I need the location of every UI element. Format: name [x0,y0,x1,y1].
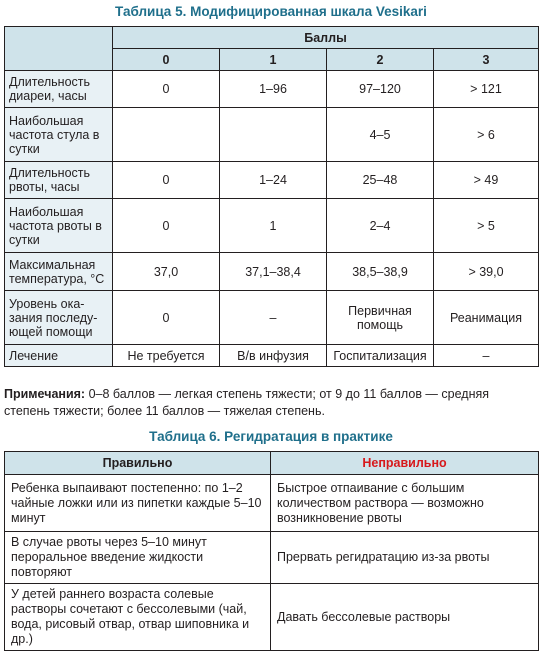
correct-cell: У детей раннего возраста солевые растворы сочетают с бессолевыми (чай, вода, рисовый отвар, отвар шиповника и др.) [5,584,271,651]
table-cell: 37,0 [113,253,220,291]
score-header: 0 [113,49,220,71]
table-cell: В/в инфузия [220,345,327,367]
table-cell: 4–5 [327,108,434,162]
notes-label: Примечания: [4,387,86,401]
table-cell: > 5 [434,199,539,253]
table-cell: Реанимация [434,291,539,345]
table-row [5,162,539,199]
table-cell: > 49 [434,162,539,199]
table-cell: Госпитализация [327,345,434,367]
table-cell: 25–48 [327,162,434,199]
table-cell: 1–24 [220,162,327,199]
table-cell [113,108,220,162]
table-cell: > 121 [434,71,539,108]
table-cell: 1–96 [220,71,327,108]
table5 [4,26,539,367]
table-cell: 37,1–38,4 [220,253,327,291]
table-cell: > 39,0 [434,253,539,291]
table-row [5,253,539,291]
table-row [5,345,539,367]
table-cell: 0 [113,291,220,345]
row-label: Длительность рвоты, часы [5,162,113,199]
correct-cell: В случае рвоты через 5–10 минут пероральное введение жидкости повторяют [5,532,271,584]
table5-notes [4,386,538,420]
score-header: 1 [220,49,327,71]
incorrect-cell: Прервать регидратацию из-за рвоты [271,532,539,584]
table-cell: 0 [113,199,220,253]
table-row [5,108,539,162]
correct-cell: Ребенка выпаивают постепенно: по 1–2 чайные ложки или из пипетки каждые 5–10 минут [5,475,271,532]
incorrect-cell: Давать бессолевые растворы [271,584,539,651]
score-header: 2 [327,49,434,71]
table-row [5,199,539,253]
table-cell: 1 [220,199,327,253]
table-cell: 2–4 [327,199,434,253]
table-row [5,475,539,532]
table5-group-header: Баллы [113,27,539,49]
row-label: Лечение [5,345,113,367]
table6 [4,451,539,651]
header-incorrect: Неправильно [271,452,539,475]
table-cell [220,108,327,162]
table-cell: Первичная помощь [327,291,434,345]
table-row [5,584,539,651]
row-label: Уровень ока-зания последу-ющей помощи [5,291,113,345]
table-cell: – [220,291,327,345]
row-label: Максимальная температура, °C [5,253,113,291]
row-label: Длительность диареи, часы [5,71,113,108]
table-row [5,291,539,345]
table-cell: 38,5–38,9 [327,253,434,291]
score-header: 3 [434,49,539,71]
table5-corner-cell [5,27,113,71]
notes-text: 0–8 баллов — легкая степень тяжести; от 9 до 11 баллов — средняя степень тяжести; более 11 баллов — тяжелая степень. [4,387,490,418]
table-row [5,71,539,108]
row-label: Наибольшая частота стула в сутки [5,108,113,162]
header-correct: Правильно [5,452,271,475]
table6-title: Таблица 6. Регидратация в практике [149,429,393,444]
table5-title: Таблица 5. Модифицированная шкала Vesikari [115,4,427,19]
table-cell: Не требуется [113,345,220,367]
table-cell: 97–120 [327,71,434,108]
table-cell: – [434,345,539,367]
table-cell: > 6 [434,108,539,162]
row-label: Наибольшая частота рвоты в сутки [5,199,113,253]
table-cell: 0 [113,162,220,199]
table-cell: 0 [113,71,220,108]
table-row [5,532,539,584]
incorrect-cell: Быстрое отпаивание с большим количеством раствора — возможно возникновение рвоты [271,475,539,532]
